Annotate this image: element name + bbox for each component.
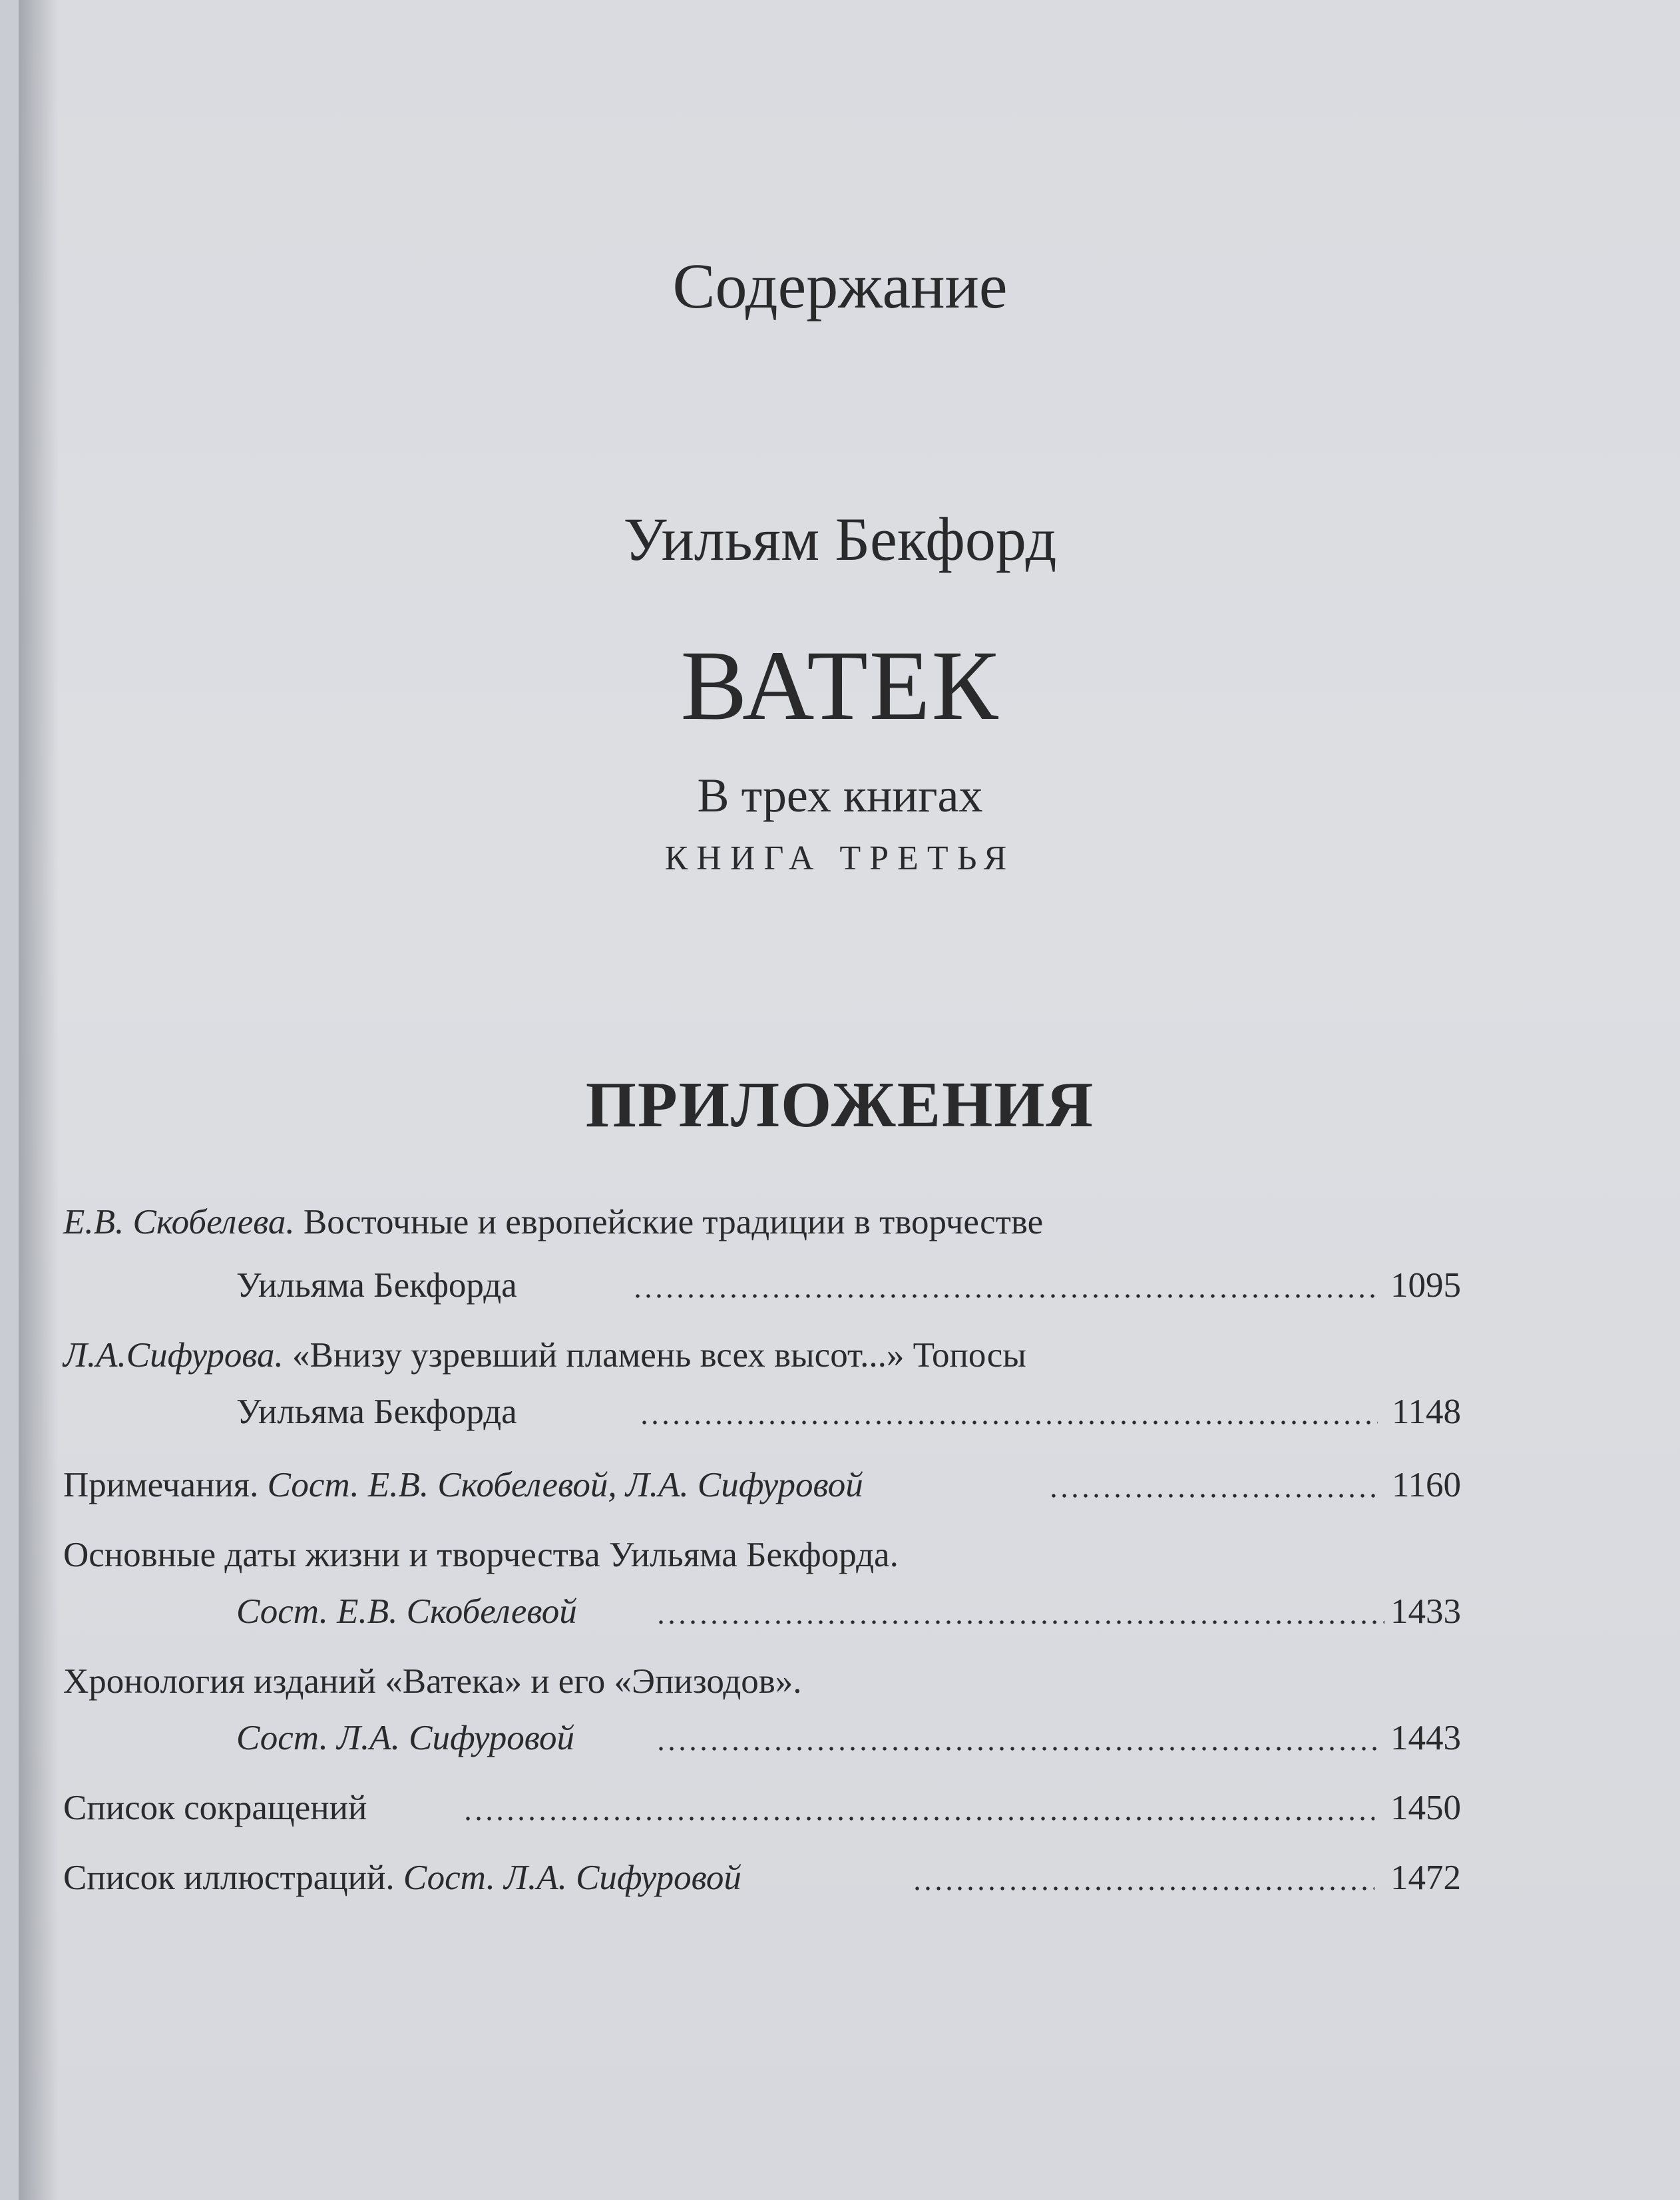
dot-leader	[1048, 1461, 1378, 1509]
toc-page-number: 1443	[1390, 1719, 1461, 1757]
toc-page-number: 1148	[1391, 1393, 1461, 1431]
toc-entry-title: Список сокращений	[63, 1789, 367, 1827]
toc-page-number: 1095	[1390, 1266, 1461, 1305]
dot-leader	[639, 1388, 1378, 1436]
toc-entry-author: Е.В. Скобелева.	[63, 1203, 295, 1241]
toc-entry-7[interactable]	[63, 1854, 1461, 1902]
toc-entry-1-line-2[interactable]	[63, 1261, 1461, 1309]
dot-leader	[656, 1588, 1384, 1636]
toc-entry-author: Сост. Е.В. Скобелевой, Л.А. Сифуровой	[267, 1466, 863, 1504]
toc-entry-1-line-1	[63, 1198, 1461, 1246]
toc-entry-4-line-2[interactable]	[63, 1588, 1461, 1636]
appendix-heading: ПРИЛОЖЕНИЯ	[585, 1069, 1095, 1141]
toc-entry-title: Хронология изданий «Ватека» и его «Эпизодов».	[63, 1662, 802, 1701]
book-subtitle: В трех книгах	[697, 769, 983, 822]
contents-title: Содержание	[672, 250, 1008, 322]
toc-entry-title-cont: Уильяма Бекфорда	[236, 1266, 517, 1305]
toc-entry-title: Список иллюстраций.	[63, 1859, 395, 1897]
dot-leader	[656, 1714, 1378, 1762]
dot-leader	[632, 1261, 1378, 1309]
toc-entry-author: Л.А.Сифурова.	[63, 1336, 284, 1375]
toc-page-number: 1472	[1390, 1859, 1461, 1897]
toc-entry-title: «Внизу узревший пламень всех высот...» Топосы	[292, 1336, 1026, 1375]
toc-entry-4-line-1	[63, 1531, 1461, 1579]
toc-entry-author: Сост. Л.А. Сифуровой	[403, 1859, 741, 1897]
toc-entry-title: Основные даты жизни и творчества Уильяма Бекфорда.	[63, 1536, 899, 1574]
toc-page-number: 1433	[1390, 1592, 1461, 1631]
toc-page-number: 1160	[1391, 1466, 1461, 1504]
toc-entry-author: Сост. Л.А. Сифуровой	[236, 1719, 575, 1757]
dot-leader	[912, 1854, 1374, 1902]
author-name: Уильям Бекфорд	[623, 505, 1057, 573]
book-part-label: КНИГА ТРЕТЬЯ	[664, 839, 1016, 877]
toc-entry-2-line-1	[63, 1331, 1461, 1379]
toc-entry-5-line-1	[63, 1657, 1461, 1705]
toc-entry-author: Сост. Е.В. Скобелевой	[236, 1592, 577, 1631]
toc-entry-6[interactable]	[63, 1784, 1461, 1832]
toc-entry-title: Восточные и европейские традиции в творчестве	[303, 1203, 1044, 1241]
toc-entry-2-line-2[interactable]	[63, 1388, 1461, 1436]
toc-entry-5-line-2[interactable]	[63, 1714, 1461, 1762]
dot-leader	[463, 1784, 1374, 1832]
toc-page-number: 1450	[1390, 1789, 1461, 1827]
toc-entry-title-cont: Уильяма Бекфорда	[236, 1393, 517, 1431]
book-title: ВАТЕК	[680, 630, 1000, 741]
toc-entry-3[interactable]	[63, 1461, 1461, 1509]
toc-entry-title: Примечания.	[63, 1466, 259, 1504]
